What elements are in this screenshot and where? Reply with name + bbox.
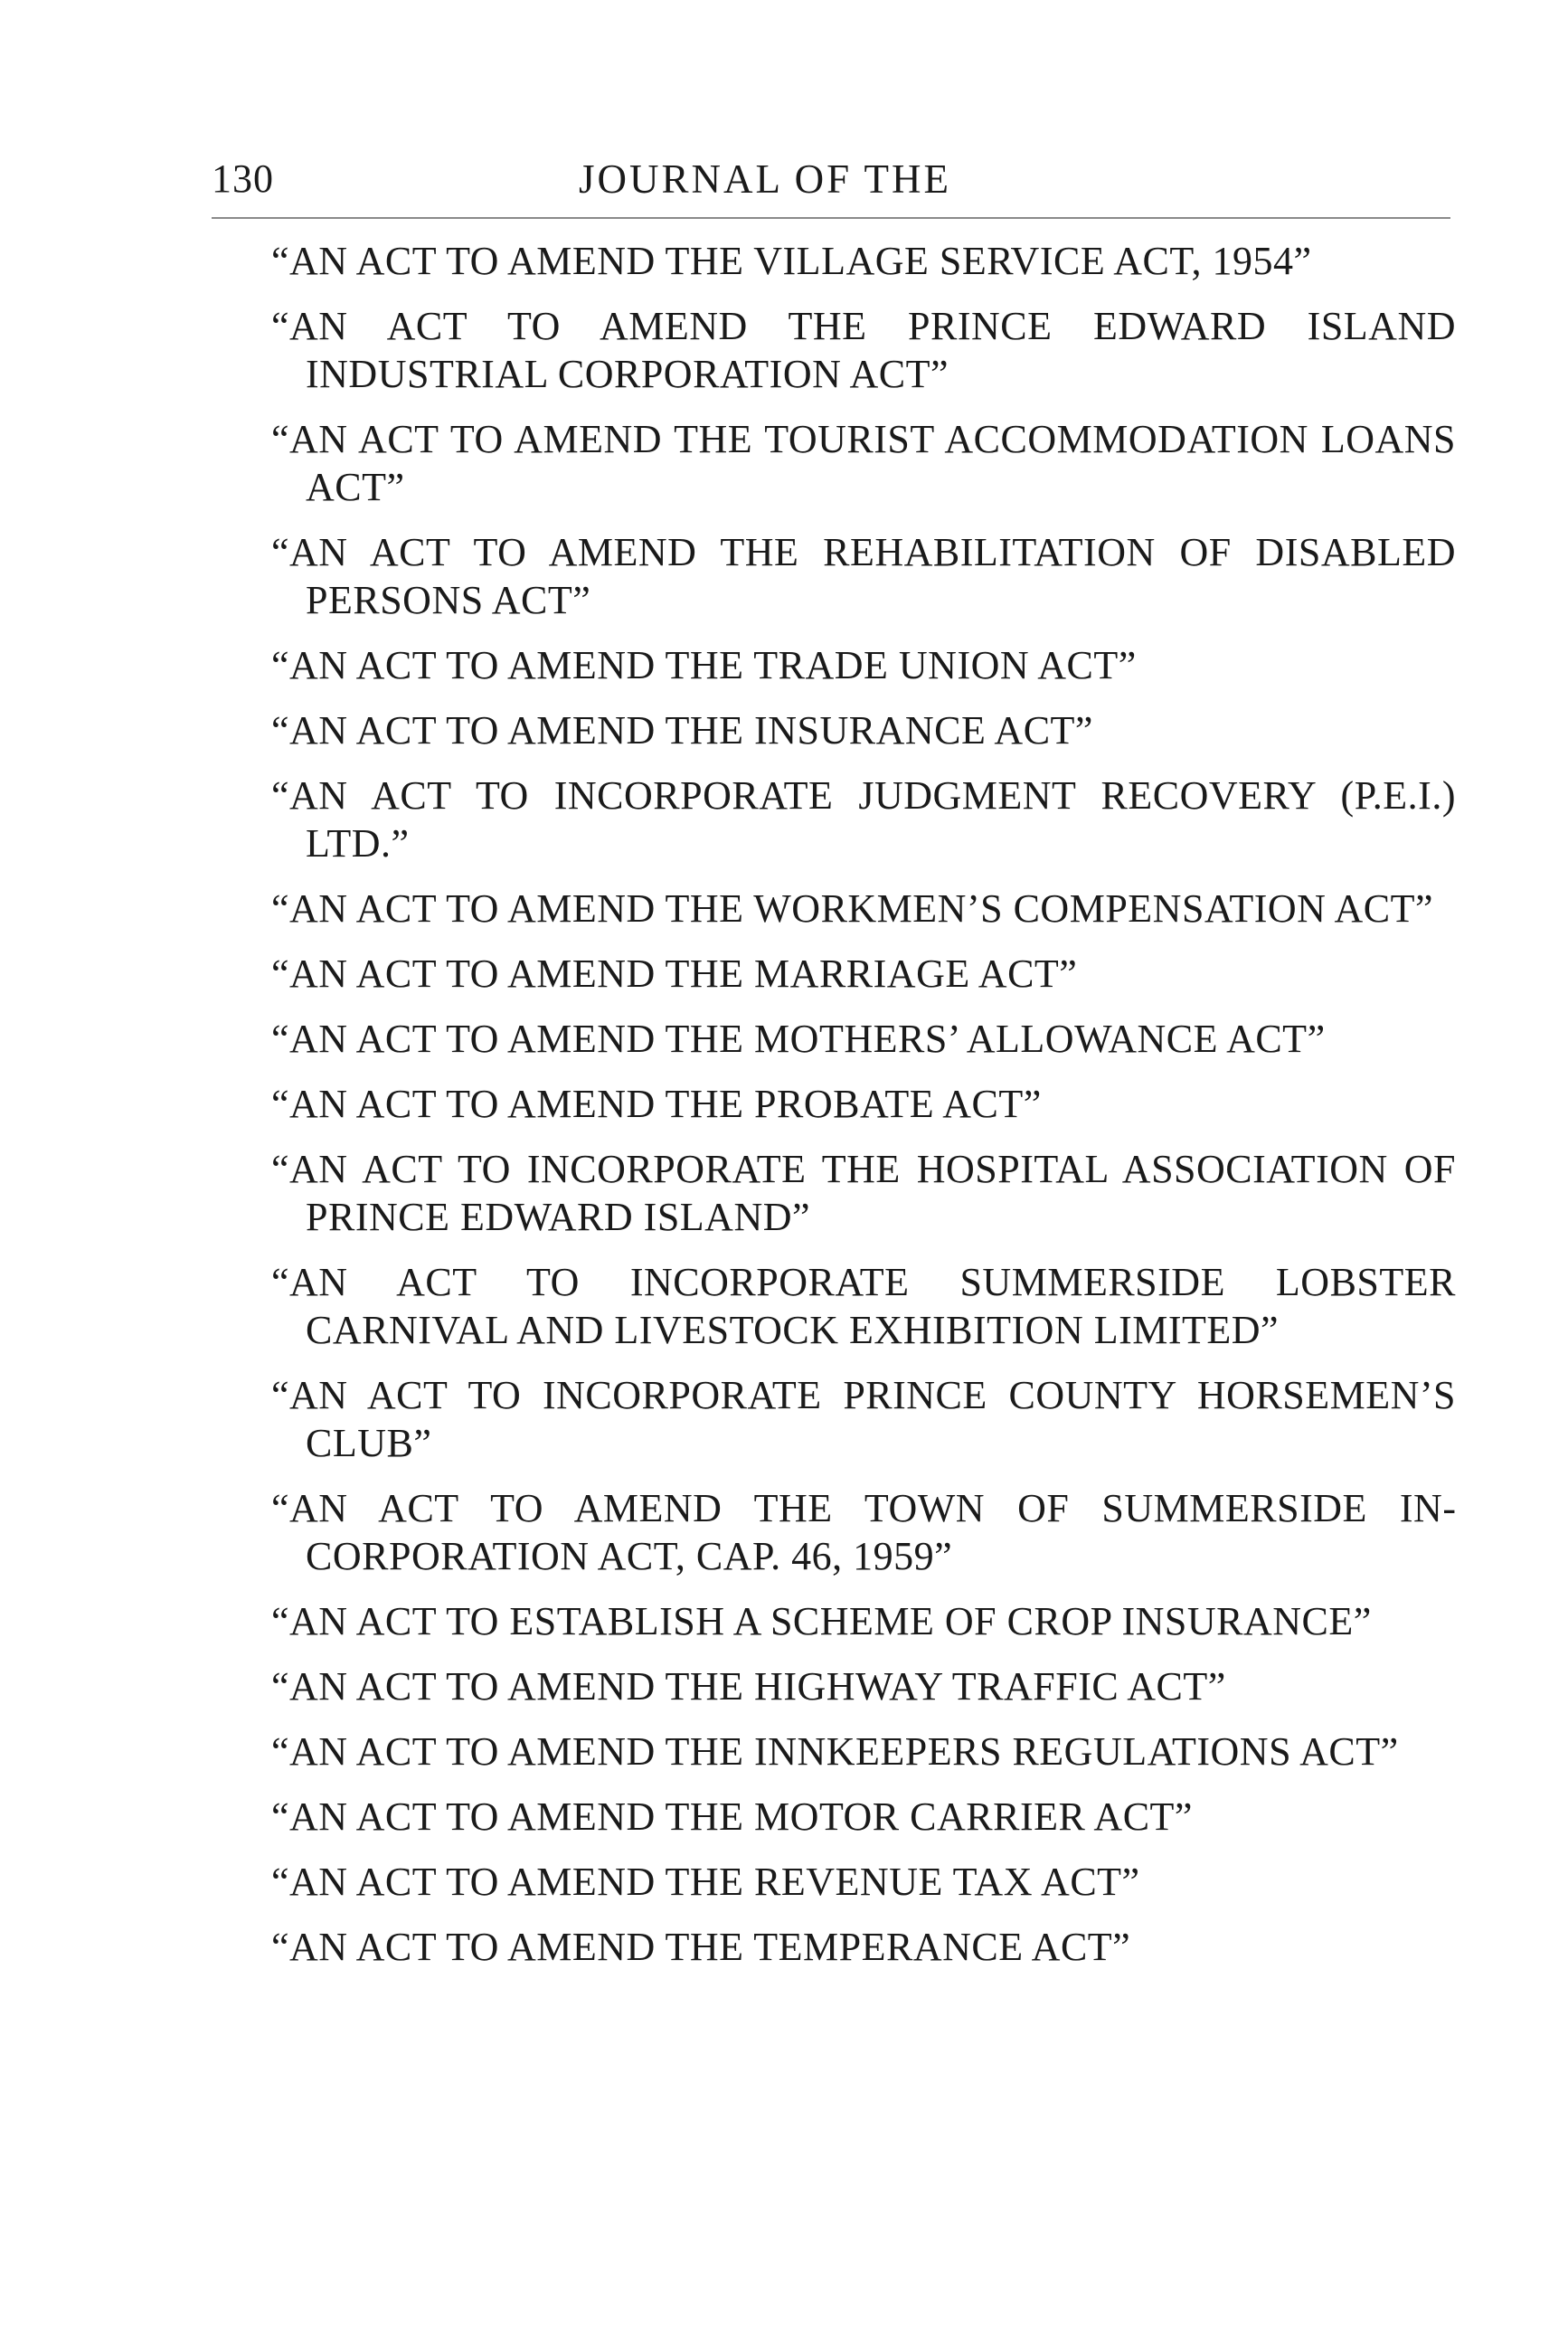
act-title: “AN ACT TO AMEND THE VILLAGE SERVICE ACT, 1954” (271, 239, 1312, 283)
act-list (271, 237, 1456, 1988)
act-title: “AN ACT TO AMEND THE MOTHERS’ ALLOWANCE ACT” (271, 1017, 1326, 1061)
act-title: “AN ACT TO INCORPORATE SUMMERSIDE LOBSTER CARNIVAL AND LIVESTOCK EXHIBITION LIMITED” (271, 1260, 1456, 1352)
act-title: “AN ACT TO INCORPORATE JUDGMENT RECOVERY (P.E.I.) LTD.” (271, 773, 1456, 866)
act-title: “AN ACT TO AMEND THE HIGHWAY TRAFFIC ACT” (271, 1664, 1226, 1709)
act-title: “AN ACT TO AMEND THE TOURIST ACCOMMODATION LOANS ACT” (271, 417, 1456, 509)
act-title: “AN ACT TO AMEND THE TEMPERANCE ACT” (271, 1925, 1131, 1969)
page-number: 130 (212, 156, 274, 201)
act-title: “AN ACT TO INCORPORATE THE HOSPITAL ASSOCIATION OF PRINCE EDWARD ISLAND” (271, 1147, 1456, 1239)
act-title: “AN ACT TO INCORPORATE PRINCE COUNTY HORSEMEN’S CLUB” (271, 1373, 1456, 1465)
act-title: “AN ACT TO AMEND THE WORKMEN’S COMPENSATION ACT” (271, 886, 1434, 931)
act-title: “AN ACT TO AMEND THE MOTOR CARRIER ACT” (271, 1794, 1193, 1839)
act-title: “AN ACT TO ESTABLISH A SCHEME OF CROP INSURANCE” (271, 1599, 1372, 1643)
act-title: “AN ACT TO AMEND THE PROBATE ACT” (271, 1082, 1042, 1126)
header-rule (212, 217, 1450, 219)
act-title: “AN ACT TO AMEND THE MARRIAGE ACT” (271, 951, 1078, 996)
act-title: “AN ACT TO AMEND THE REHABILITATION OF DISABLED PERSONS ACT” (271, 530, 1456, 622)
act-title: “AN ACT TO AMEND THE TOWN OF SUMMERSIDE INCORPORATION ACT, CAP. 46, 1959” (271, 1486, 1456, 1578)
act-title: “AN ACT TO AMEND THE TRADE UNION ACT” (271, 643, 1137, 687)
act-title: “AN ACT TO AMEND THE INSURANCE ACT” (271, 708, 1093, 753)
act-title: “AN ACT TO AMEND THE PRINCE EDWARD ISLAND INDUSTRIAL CORPORATION ACT” (271, 304, 1456, 396)
running-head: JOURNAL OF THE (579, 156, 952, 202)
act-title: “AN ACT TO AMEND THE REVENUE TAX ACT” (271, 1860, 1140, 1904)
act-title: “AN ACT TO AMEND THE INNKEEPERS REGULATIONS ACT” (271, 1729, 1399, 1774)
